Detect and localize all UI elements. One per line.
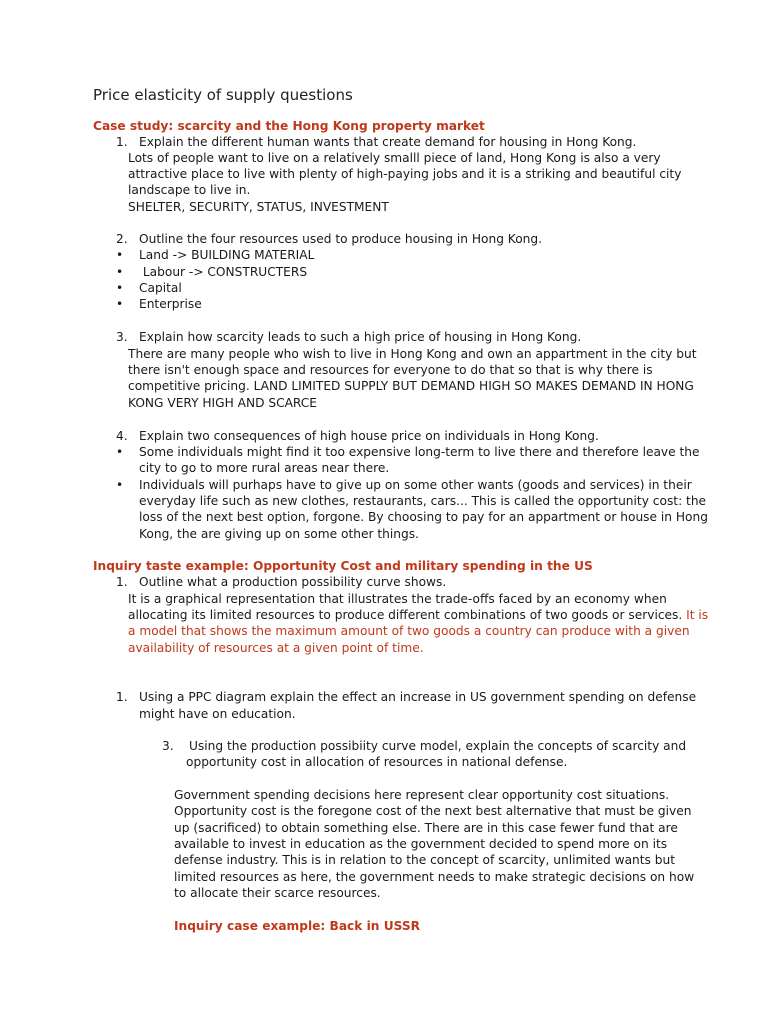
question-text: opportunity cost in allocation of resources in national defense. bbox=[186, 755, 568, 769]
answer-line: landscape to live in. bbox=[128, 183, 251, 197]
bullet-dot: • bbox=[116, 478, 124, 492]
question-text: Outline what a production possibility curve shows. bbox=[139, 575, 447, 589]
bullet-item: Land -> BUILDING MATERIAL bbox=[139, 248, 315, 262]
answer-line: KONG VERY HIGH AND SCARCE bbox=[128, 396, 318, 410]
answer-text-highlight: It is bbox=[686, 608, 709, 622]
answer-line: Lots of people want to live on a relatively smalll piece of land, Hong Kong is also a very bbox=[128, 151, 661, 165]
question-number: 3. bbox=[162, 739, 174, 753]
answer-line: there isn't enough space and resources for everyone to do that so that is why there is bbox=[128, 363, 653, 377]
answer-line: attractive place to live with plenty of high-paying jobs and it is a striking and beautiful city bbox=[128, 167, 682, 181]
answer-line: defense industry. This is in relation to the concept of scarcity, unlimited wants but bbox=[174, 853, 676, 867]
answer-line: Opportunity cost is the foregone cost of the next best alternative that must be given bbox=[174, 804, 692, 818]
answer-line: up (sacrificed) to obtain something else. There are in this case fewer fund that are bbox=[174, 821, 678, 835]
section-heading-hong-kong: Case study: scarcity and the Hong Kong property market bbox=[93, 119, 485, 133]
bullet-item: Capital bbox=[139, 281, 182, 295]
question-text: might have on education. bbox=[139, 707, 296, 721]
bullet-dot: • bbox=[116, 281, 124, 295]
question-text: Using the production possibiity curve model, explain the concepts of scarcity and bbox=[189, 739, 687, 753]
answer-line: competitive pricing. LAND LIMITED SUPPLY BUT DEMAND HIGH SO MAKES DEMAND IN HONG bbox=[128, 379, 694, 393]
answer-line: SHELTER, SECURITY, STATUS, INVESTMENT bbox=[128, 200, 389, 214]
question-text: Explain the different human wants that create demand for housing in Hong Kong. bbox=[139, 135, 637, 149]
section-heading-military: Inquiry taste example: Opportunity Cost and military spending in the US bbox=[93, 559, 593, 573]
question-number: 1. bbox=[116, 135, 128, 149]
bullet-dot: • bbox=[116, 248, 124, 262]
page-title: Price elasticity of supply questions bbox=[93, 86, 353, 104]
section-heading-ussr: Inquiry case example: Back in USSR bbox=[174, 919, 421, 933]
question-number: 1. bbox=[116, 690, 128, 704]
bullet-item: loss of the next best option, forgone. By choosing to pay for an appartment or house in Hong bbox=[139, 510, 708, 524]
question-number: 2. bbox=[116, 232, 128, 246]
question-text: Using a PPC diagram explain the effect an increase in US government spending on defense bbox=[139, 690, 697, 704]
bullet-dot: • bbox=[116, 445, 124, 459]
bullet-item: city to go to more rural areas near there. bbox=[139, 461, 390, 475]
bullet-item: Kong, the are giving up on some other things. bbox=[139, 527, 419, 541]
question-number: 3. bbox=[116, 330, 128, 344]
answer-line: Government spending decisions here represent clear opportunity cost situations. bbox=[174, 788, 670, 802]
answer-text: allocating its limited resources to produce different combinations of two goods or services. bbox=[128, 608, 687, 622]
question-number: 4. bbox=[116, 429, 128, 443]
bullet-item: Enterprise bbox=[139, 297, 202, 311]
question-text: Outline the four resources used to produce housing in Hong Kong. bbox=[139, 232, 542, 246]
bullet-item: everyday life such as new clothes, restaurants, cars... This is called the opportunity cost: the bbox=[139, 494, 707, 508]
question-number: 1. bbox=[116, 575, 128, 589]
bullet-item: Some individuals might find it too expensive long-term to live there and therefore leave the bbox=[139, 445, 700, 459]
bullet-dot: • bbox=[116, 265, 124, 279]
bullet-item: Individuals will purhaps have to give up on some other wants (goods and services) in their bbox=[139, 478, 692, 492]
answer-line: There are many people who wish to live in Hong Kong and own an appartment in the city but bbox=[128, 347, 697, 361]
bullet-dot: • bbox=[116, 297, 124, 311]
question-text: Explain how scarcity leads to such a high price of housing in Hong Kong. bbox=[139, 330, 582, 344]
answer-line bbox=[128, 607, 708, 623]
answer-line-highlight: availability of resources at a given point of time. bbox=[128, 641, 424, 655]
answer-line-highlight: a model that shows the maximum amount of two goods a country can produce with a given bbox=[128, 624, 690, 638]
answer-line: to allocate their scarce resources. bbox=[174, 886, 381, 900]
answer-line: available to invest in education as the government decided to spend more on its bbox=[174, 837, 668, 851]
answer-line: It is a graphical representation that illustrates the trade-offs faced by an economy when bbox=[128, 592, 667, 606]
answer-line: limited resources as here, the government needs to make strategic decisions on how bbox=[174, 870, 695, 884]
bullet-item: Labour -> CONSTRUCTERS bbox=[139, 265, 308, 279]
question-text: Explain two consequences of high house price on individuals in Hong Kong. bbox=[139, 429, 599, 443]
